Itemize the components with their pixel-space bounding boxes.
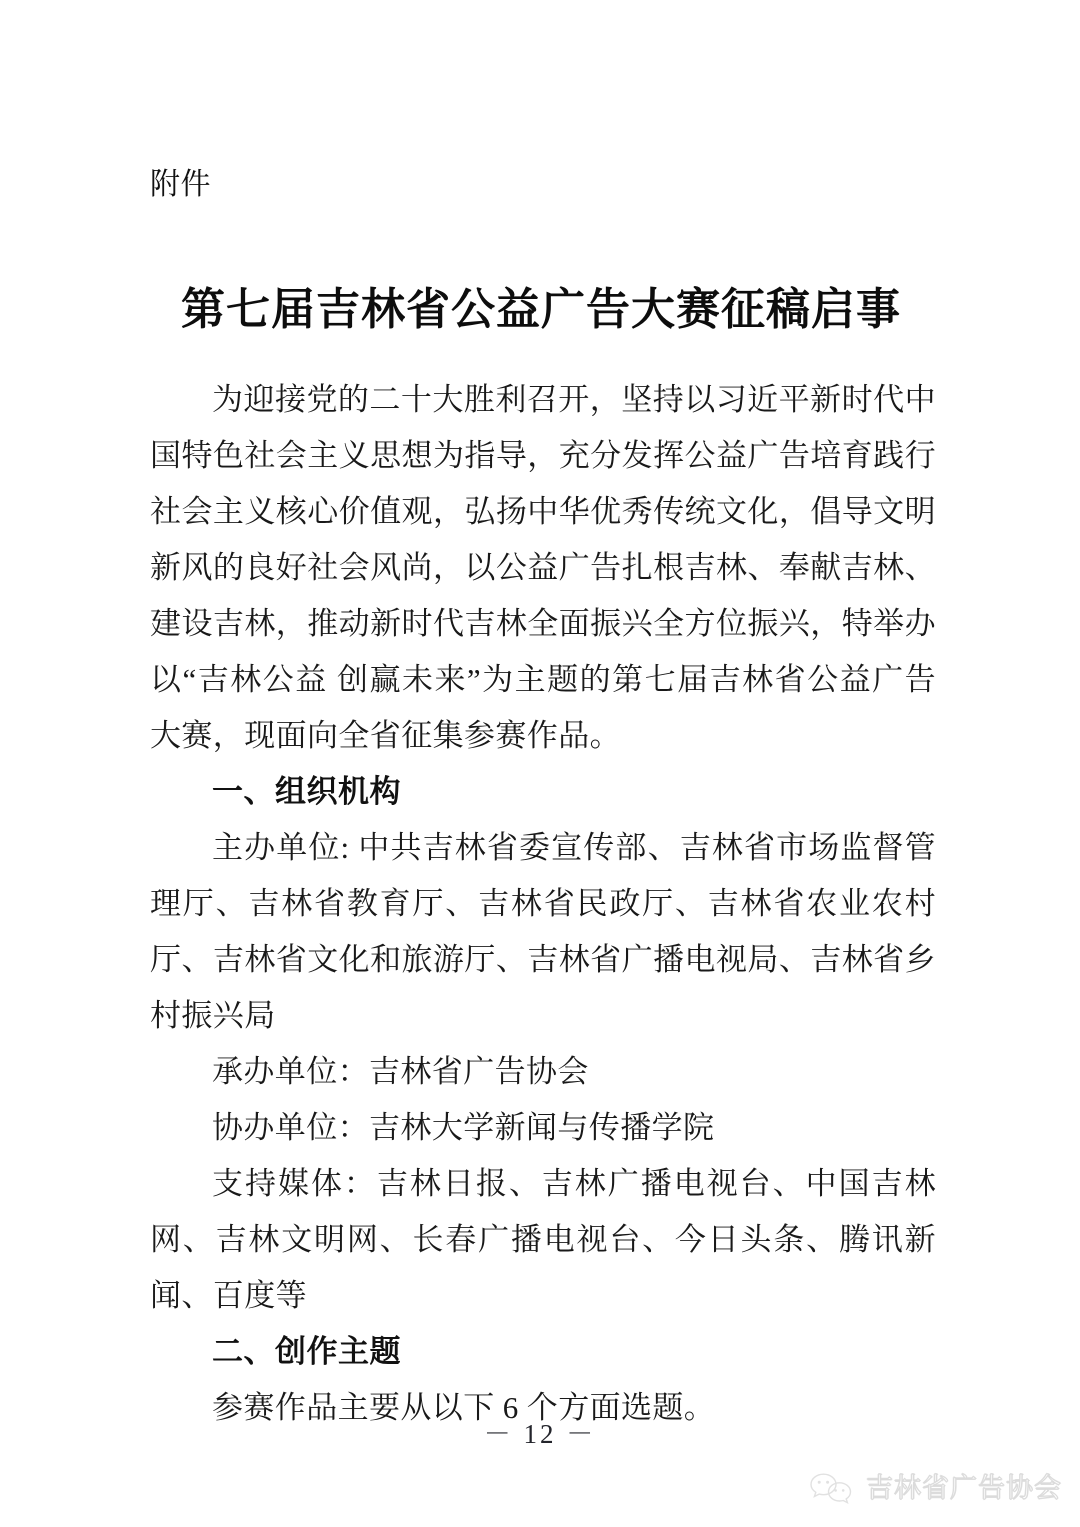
co-organizer-line: 协办单位：吉林大学新闻与传播学院 (212, 1110, 715, 1145)
page-number: － 12 － (483, 1419, 597, 1449)
host-unit-line: 承办单位：吉林省广告协会 (212, 1054, 589, 1089)
theme-description-line: 参赛作品主要从以下 6 个方面选题。 (212, 1390, 716, 1425)
supporting-media-line: 支持媒体：吉林日报、吉林广播电视台、中国吉林网、吉林文明网、长春广播电视台、今日头条、腾讯新闻、百度等 (150, 1166, 936, 1313)
section-heading-organization: 一、组织机构 (212, 774, 401, 809)
watermark-label: 吉林省广告协会 (866, 1473, 1062, 1503)
organizer-line: 主办单位: 中共吉林省委宣传部、吉林省市场监督管理厅、吉林省教育厅、吉林省民政厅、吉林省农业农村厅、吉林省文化和旅游厅、吉林省广播电视局、吉林省乡村振兴局 (150, 830, 936, 1033)
intro-paragraph: 为迎接党的二十大胜利召开，坚持以习近平新时代中国特色社会主义思想为指导，充分发挥公益广告培育践行社会主义核心价值观，弘扬中华优秀传统文化，倡导文明新风的良好社会风尚，以公益广告扎根吉林、奉献吉林、建设吉林，推动新时代吉林全面振兴全方位振兴，特举办以“吉林公益 创赢未来”为主题的第七届吉林省公益广告大赛，现面向全省征集参赛作品。 (150, 382, 936, 753)
wechat-icon (808, 1471, 854, 1505)
page-title: 第七届吉林省公益广告大赛征稿启事 (181, 285, 901, 335)
attachment-label: 附件 (150, 168, 211, 201)
document-body (150, 372, 936, 1436)
watermark-badge (808, 1471, 1062, 1505)
section-heading-theme: 二、创作主题 (212, 1334, 401, 1369)
